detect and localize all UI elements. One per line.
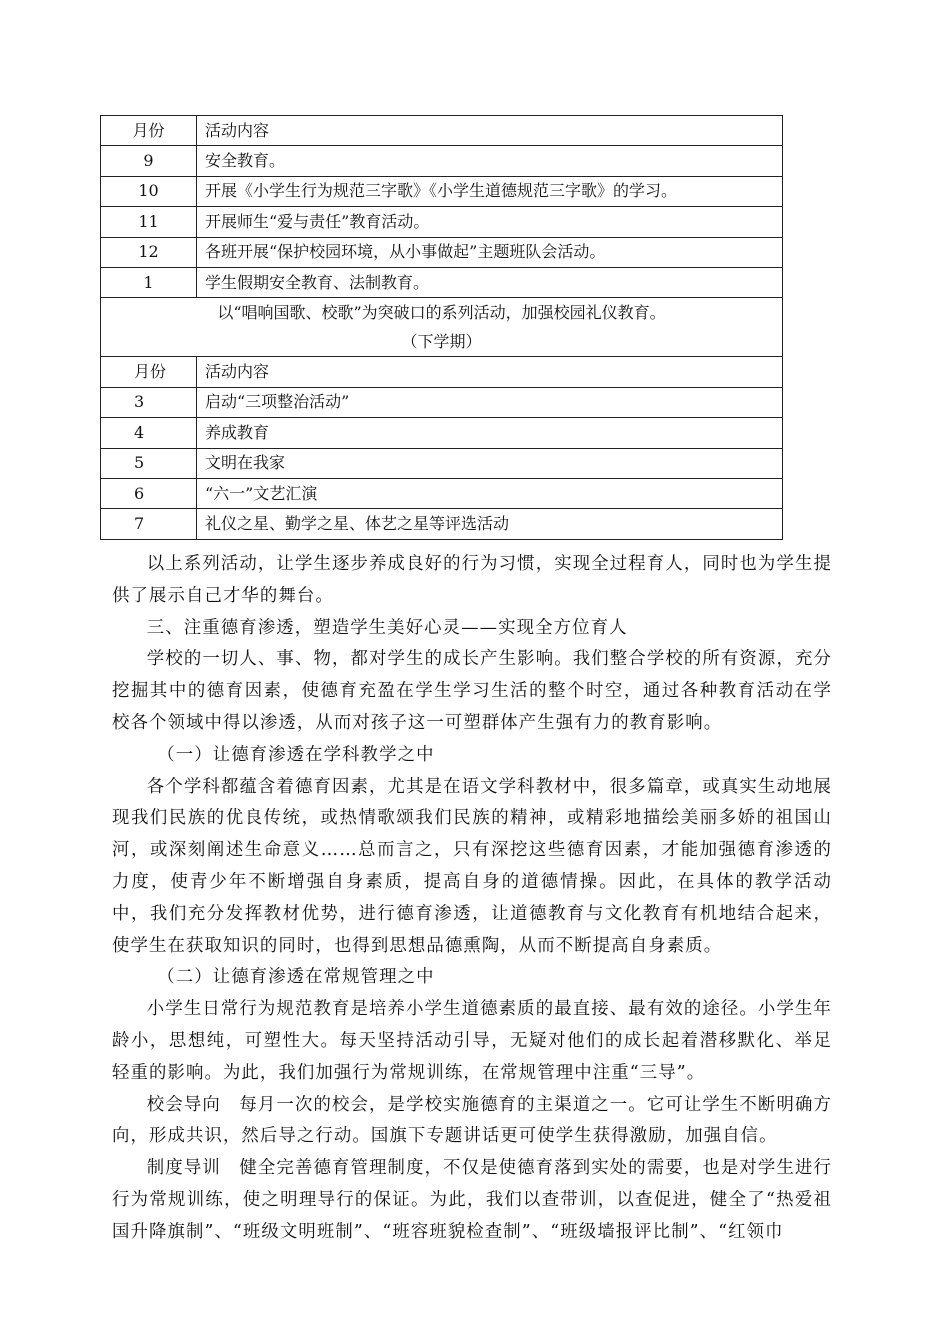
paragraph: 制度导训 健全完善德育管理制度，不仅是使德育落到实处的需要，也是对学生进行行为常规训练，使之明理导行的保证。为此，我们以查带训，以查促进，健全了“热爱祖国升降旗制”、“班级文明班制”、“班容班貌检查制”、“班级墙报评比制”、“红领巾 bbox=[112, 1158, 832, 1242]
content-cell: 开展师生“爱与责任”教育活动。 bbox=[197, 207, 783, 237]
month-cell: 5 bbox=[101, 448, 197, 478]
paragraph: 小学生日常行为规范教育是培养小学生道德素质的最直接、最有效的途径。小学生年龄小，思想纯，可塑性大。每天坚持活动引导，无疑对他们的成长起着潜移默化、举足轻重的影响。为此，我们加强行为常规训练，在常规管理中注重“三导”。 bbox=[112, 999, 832, 1083]
table-row bbox=[101, 418, 783, 448]
content-cell: 各班开展“保护校园环境，从小事做起”主题班队会活动。 bbox=[197, 237, 783, 267]
month-header: 月份 bbox=[101, 357, 197, 387]
table-row bbox=[101, 387, 783, 417]
merged-theme-cell bbox=[101, 298, 783, 357]
content-header: 活动内容 bbox=[197, 357, 783, 387]
content-cell: 学生假期安全教育、法制教育。 bbox=[197, 267, 783, 297]
section-heading: 三、注重德育渗透，塑造学生美好心灵——实现全方位育人 bbox=[146, 617, 628, 638]
month-cell: 3 bbox=[101, 387, 197, 417]
paragraph: 以上系列活动，让学生逐步养成良好的行为习惯，实现全过程育人，同时也为学生提供了展示自己才华的舞台。 bbox=[112, 554, 832, 606]
table-row bbox=[101, 146, 783, 176]
table-header-row bbox=[101, 116, 783, 146]
month-cell: 12 bbox=[101, 237, 197, 267]
content-header: 活动内容 bbox=[197, 116, 783, 146]
month-cell: 7 bbox=[101, 509, 197, 539]
paragraph: 学校的一切人、事、物，都对学生的成长产生影响。我们整合学校的所有资源，充分挖掘其中的德育因素，使德育充盈在学生学习生活的整个时空，通过各种教育活动在学校各个领域中得以渗透，从而对孩子这一可塑群体产生强有力的教育影响。 bbox=[112, 649, 832, 733]
content-cell: 启动“三项整治活动” bbox=[197, 387, 783, 417]
table-row bbox=[101, 448, 783, 478]
merged-theme-row bbox=[101, 298, 783, 357]
content-cell: 养成教育 bbox=[197, 418, 783, 448]
table-row bbox=[101, 267, 783, 297]
content-cell: “六一”文艺汇演 bbox=[197, 478, 783, 508]
content-cell: 文明在我家 bbox=[197, 448, 783, 478]
subsection-heading: （二）让德育渗透在常规管理之中 bbox=[157, 967, 435, 988]
month-cell: 6 bbox=[101, 478, 197, 508]
month-cell: 11 bbox=[101, 207, 197, 237]
month-cell: 10 bbox=[101, 176, 197, 206]
month-cell: 4 bbox=[101, 418, 197, 448]
table-row bbox=[101, 509, 783, 539]
month-cell: 9 bbox=[101, 146, 197, 176]
month-header: 月份 bbox=[101, 116, 197, 146]
content-cell: 礼仪之星、勤学之星、体艺之星等评选活动 bbox=[197, 509, 783, 539]
table-row bbox=[101, 207, 783, 237]
table-row bbox=[101, 237, 783, 267]
theme-line: 以“唱响国歌、校歌”为突破口的系列活动，加强校园礼仪教育。 bbox=[217, 303, 666, 323]
semester-label: （下学期） bbox=[401, 332, 482, 352]
subsection-heading: （一）让德育渗透在学科教学之中 bbox=[157, 744, 435, 765]
paragraph: 校会导向 每月一次的校会，是学校实施德育的主渠道之一。它可让学生不断明确方向，形成共识，然后导之行动。国旗下专题讲话更可使学生获得激励，加强自信。 bbox=[112, 1094, 832, 1147]
content-cell: 开展《小学生行为规范三字歌》《小学生道德规范三字歌》的学习。 bbox=[197, 176, 783, 206]
table-header-row bbox=[101, 357, 783, 387]
month-cell: 1 bbox=[101, 267, 197, 297]
body-text bbox=[112, 549, 832, 1249]
table-row bbox=[101, 176, 783, 206]
paragraph: 各个学科都蕴含着德育因素，尤其是在语文学科教材中，很多篇章，或真实生动地展现我们民族的优良传统，或热情歌颂我们民族的精神，或精彩地描绘美丽多娇的祖国山河，或深刻阐述生命意义……总而言之，只有深挖这些德育因素，才能加强德育渗透的力度，使青少年不断增强自身素质，提高自身的道德情操。因此，在具体的教学活动中，我们充分发挥教材优势，进行德育渗透，让道德教育与文化教育有机地结合起来，使学生在获取知识的同时，也得到思想品德熏陶，从而不断提高自身素质。 bbox=[112, 776, 832, 956]
table-row bbox=[101, 478, 783, 508]
content-cell: 安全教育。 bbox=[197, 146, 783, 176]
activity-schedule-table bbox=[100, 115, 783, 540]
